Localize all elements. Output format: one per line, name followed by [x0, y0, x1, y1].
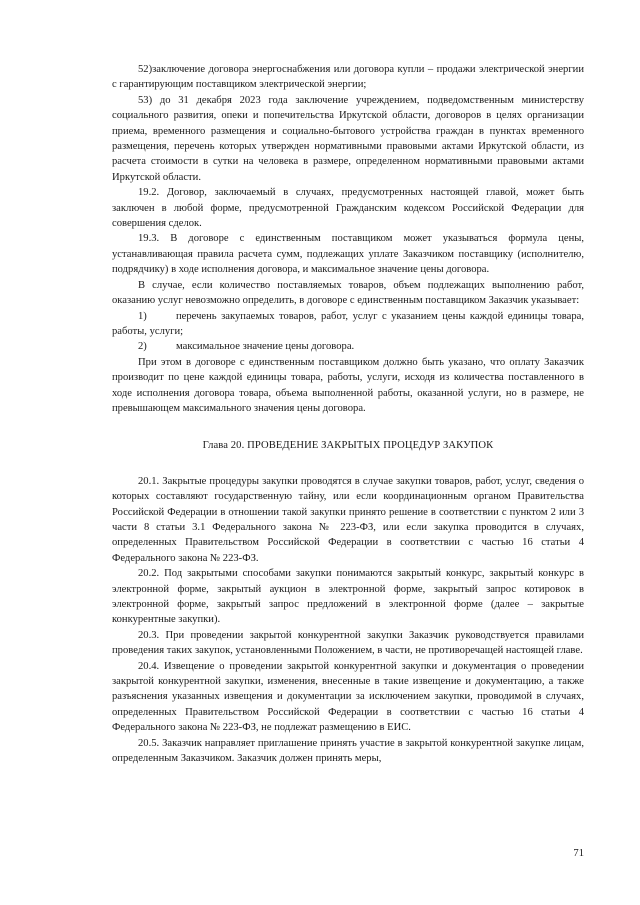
section-top [112, 62, 584, 309]
paragraph-20-1: 20.1. Закрытые процедуры закупки проводятся в случае закупки товаров, работ, услуг, сведения о которых составляют государственную тайну, или если координационным органом Правительства Российской Федерации в отношении такой закупки принято решение в соответствии с пунктом 2 или 3 части 8 статьи 3.1 Федерального закона № 223-ФЗ, или если закупка проводится в случаях, определенных Правительством Российской Федерации в соответствии с частью 16 статьи 4 Федерального закона № 223-ФЗ. [112, 475, 584, 564]
list-item [112, 339, 584, 354]
list-item [112, 309, 584, 340]
paragraph-20-3: 20.3. При проведении закрытой конкурентной закупки Заказчик руководствуется правилами проведения таких закупок, установленными Положением, в части, не противоречащей настоящей главе. [112, 629, 584, 657]
paragraph-20-4: 20.4. Извещение о проведении закрытой конкурентной закупки и документация о проведении закрытой конкурентной закупки, изменения, внесенные в такие извещение и документацию, а также разъяснения указанных извещения и документации за исключением закупки, проводимой в случаях, определенных Правительством Российской Федерации в соответствии с частью 16 статьи 4 Федерального закона № 223-ФЗ, не подлежат размещению в ЕИС. [112, 660, 584, 734]
list-item-text: максимальное значение цены договора. [176, 341, 355, 353]
numbered-list [112, 309, 584, 355]
list-item-text: перечень закупаемых товаров, работ, услуг с указанием цены каждой единицы товара, работы, услуги; [112, 310, 584, 337]
chapter-title: Глава 20. ПРОВЕДЕНИЕ ЗАКРЫТЫХ ПРОЦЕДУР ЗАКУПОК [202, 440, 494, 452]
paragraph-payment-terms: При этом в договоре с единственным поставщиком должно быть указано, что оплату Заказчик производит по цене каждой единицы товара, работы, услуги, исходя из количества поставленного в ходе исполнения договора товара, объема выполненной работы, оказанной услуги, но в размере, не превышающем максимального значения цены договора. [112, 356, 584, 414]
paragraph-20-2: 20.2. Под закрытыми способами закупки понимаются закрытый конкурс, закрытый конкурс в электронной форме, закрытый аукцион в электронной форме, закрытый запрос котировок в электронной форме, закрытый запрос предложений в электронной форме (далее – закрытые конкурентные закупки). [112, 568, 584, 626]
paragraph-item-53: 53) до 31 декабря 2023 года заключение учреждением, подведомственным министерству социального развития, опеки и попечительства Иркутской области, договоров в целях организации приема, временного размещения и социально-бытового устройства граждан в пунктах временного размещения, перечень которых утвержден нормативными правовыми актами Иркутской области, из расчета стоимости в сутки на человека в размере, определенном нормативными правовыми актами Иркутской области. [112, 94, 584, 183]
page-number: 71 [573, 848, 584, 859]
list-item-number: 2) [138, 341, 147, 353]
paragraph-19-2: 19.2. Договор, заключаемый в случаях, предусмотренных настоящей главой, может быть заключен в любой форме, предусмотренной Гражданским кодексом Российской Федерации для совершения сделок. [112, 187, 584, 230]
paragraph-quantity-case: В случае, если количество поставляемых товаров, объем подлежащих выполнению работ, оказанию услуг невозможно определить, в договоре с единственным поставщиком Заказчик указывает: [112, 279, 584, 307]
paragraph-20-5: 20.5. Заказчик направляет приглашение принять участие в закрытой конкурентной закупке лицам, определенным Заказчиком. Заказчик должен принять меры, [112, 737, 584, 765]
list-item-number: 1) [138, 310, 147, 322]
section-bottom [112, 474, 584, 767]
paragraph-item-52: 52)заключение договора энергоснабжения или договора купли – продажи электрической энергии с гарантирующим поставщиком электрической энергии; [112, 64, 584, 91]
paragraph-19-3: 19.3. В договоре с единственным поставщиком может указываться формула цены, устанавливающая правила расчета сумм, подлежащих уплате Заказчиком поставщику (исполнителю, подрядчику) в ходе исполнения договора, и максимальное значение цены договора. [112, 233, 584, 276]
